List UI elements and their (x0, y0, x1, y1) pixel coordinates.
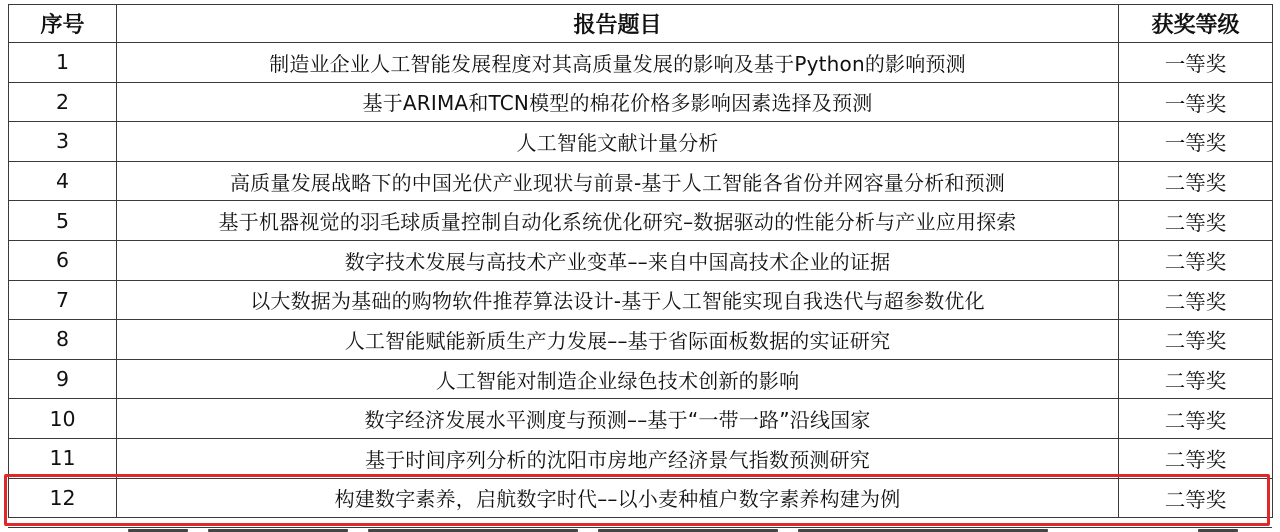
table-row (9, 280, 1273, 320)
report-title: 人工智能对制造企业绿色技术创新的影响 (117, 359, 1119, 399)
header-no: 序号 (9, 5, 117, 43)
row-number: 2 (9, 82, 117, 122)
row-number: 6 (9, 240, 117, 280)
table-row (9, 320, 1273, 360)
row-number: 11 (9, 438, 117, 478)
report-title: 数字经济发展水平测度与预测––基于“一带一路”沿线国家 (117, 399, 1119, 439)
row-number: 4 (9, 161, 117, 201)
table-row (9, 161, 1273, 201)
awards-table (8, 4, 1273, 518)
award-level: 二等奖 (1119, 320, 1273, 360)
award-level: 二等奖 (1119, 240, 1273, 280)
table-row (9, 122, 1273, 162)
row-number: 3 (9, 122, 117, 162)
award-level: 二等奖 (1119, 399, 1273, 439)
report-title: 以大数据为基础的购物软件推荐算法设计-基于人工智能实现自我迭代与超参数优化 (117, 280, 1119, 320)
award-level: 一等奖 (1119, 122, 1273, 162)
award-level: 二等奖 (1119, 161, 1273, 201)
table-row (9, 82, 1273, 122)
row-number: 10 (9, 399, 117, 439)
report-title: 构建数字素养，启航数字时代––以小麦种植户数字素养构建为例 (117, 478, 1119, 518)
report-title: 人工智能文献计量分析 (117, 122, 1119, 162)
report-title: 人工智能赋能新质生产力发展––基于省际面板数据的实证研究 (117, 320, 1119, 360)
header-row (9, 5, 1273, 43)
report-title: 高质量发展战略下的中国光伏产业现状与前景-基于人工智能各省份并网容量分析和预测 (117, 161, 1119, 201)
row-number: 12 (9, 478, 117, 518)
row-number: 7 (9, 280, 117, 320)
table-row (9, 478, 1273, 518)
header-title: 报告题目 (117, 5, 1119, 43)
row-number: 8 (9, 320, 117, 360)
row-number: 1 (9, 43, 117, 83)
table-row (9, 240, 1273, 280)
report-title: 制造业企业人工智能发展程度对其高质量发展的影响及基于Python的影响预测 (117, 43, 1119, 83)
cut-off-row (8, 527, 1272, 532)
report-title: 基于机器视觉的羽毛球质量控制自动化系统优化研究–数据驱动的性能分析与产业应用探索 (117, 201, 1119, 241)
award-level: 二等奖 (1119, 478, 1273, 518)
report-title: 基于ARIMA和TCN模型的棉花价格多影响因素选择及预测 (117, 82, 1119, 122)
table-row (9, 201, 1273, 241)
row-number: 9 (9, 359, 117, 399)
report-title: 数字技术发展与高技术产业变革––来自中国高技术企业的证据 (117, 240, 1119, 280)
award-level: 一等奖 (1119, 43, 1273, 83)
table-row (9, 438, 1273, 478)
table-row (9, 399, 1273, 439)
award-level: 二等奖 (1119, 438, 1273, 478)
table-header (9, 5, 1273, 43)
award-level: 二等奖 (1119, 359, 1273, 399)
report-title: 基于时间序列分析的沈阳市房地产经济景气指数预测研究 (117, 438, 1119, 478)
table-row (9, 359, 1273, 399)
row-number: 5 (9, 201, 117, 241)
award-level: 二等奖 (1119, 280, 1273, 320)
award-level: 一等奖 (1119, 82, 1273, 122)
table-body (9, 43, 1273, 518)
award-level: 二等奖 (1119, 201, 1273, 241)
table-row (9, 43, 1273, 83)
header-award: 获奖等级 (1119, 5, 1273, 43)
